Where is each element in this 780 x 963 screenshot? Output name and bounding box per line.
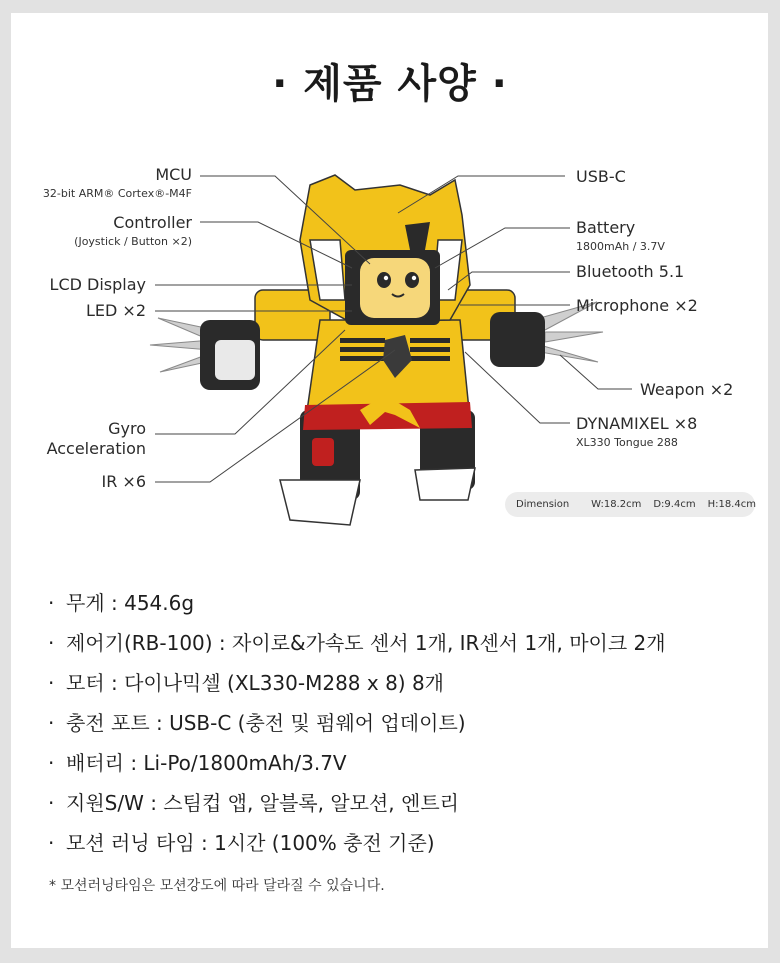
dimension-badge [505,492,755,517]
callout-lcd: LCD Display [49,275,146,294]
callout-mcu-detail: 32-bit ARM® Cortex®-M4F [42,187,192,200]
spec-item-runtime: · 모션 러닝 타임 : 1시간 (100% 충전 기준) [48,831,435,855]
callout-battery: Battery [576,218,636,237]
callout-dynamixel-detail: XL330 Tongue 288 [576,436,678,449]
callout-usbc: USB-C [576,167,626,186]
footnote: * 모션러닝타임은 모션강도에 따라 달라질 수 있습니다. [49,878,385,894]
dimension-label: Dimension [516,499,570,510]
spec-item-motor: · 모터 : 다이나믹셀 (XL330-M288 x 8) 8개 [48,671,444,695]
callout-controller: Controller [113,213,192,232]
dimension-height: H:18.4cm [707,499,756,510]
callout-dynamixel: DYNAMIXEL ×8 [576,414,698,433]
spec-item-controller: · 제어기(RB-100) : 자이로&가속도 센서 1개, IR센서 1개, 마이크 2개 [48,631,666,655]
callout-weapon: Weapon ×2 [640,380,734,399]
spec-item-charging-port: · 충전 포트 : USB-C (충전 및 펌웨어 업데이트) [48,711,466,735]
callout-acceleration: Acceleration [46,439,146,458]
callout-battery-detail: 1800mAh / 3.7V [576,240,665,253]
callout-controller-detail: (Joystick / Button ×2) [74,235,192,248]
spec-item-battery: · 배터리 : Li-Po/1800mAh/3.7V [48,751,347,775]
callout-gyro: Gyro [108,419,146,438]
callout-ir: IR ×6 [101,472,146,491]
callout-microphone: Microphone ×2 [576,296,698,315]
callout-led: LED ×2 [85,301,146,320]
callout-bluetooth: Bluetooth 5.1 [576,262,685,281]
callout-mcu: MCU [155,165,192,184]
dimension-depth: D:9.4cm [653,499,696,510]
spec-item-software: · 지원S/W : 스팀컵 앱, 알블록, 알모션, 엔트리 [48,791,459,815]
page-title: · 제품 사양 · [272,61,508,107]
dimension-width: W:18.2cm [591,499,642,510]
spec-item-weight: · 무게 : 454.6g [48,591,195,615]
